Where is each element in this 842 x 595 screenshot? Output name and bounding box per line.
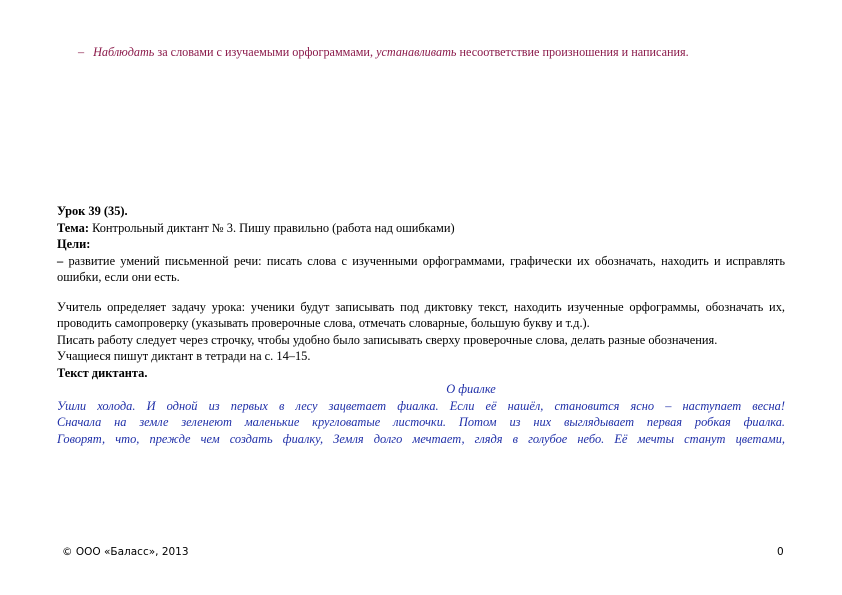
- dictation-line: Ушли холода. И одной из первых в лесу зацветает фиалка. Если её нашёл, становится ясно – наступает весна!: [57, 398, 785, 413]
- objective-text-1: за словами с изучаемыми орфограммами,: [154, 45, 377, 59]
- dictation-heading: Текст диктанта.: [57, 365, 148, 380]
- paragraph-gap: [57, 286, 785, 299]
- paragraph-task: Учитель определяет задачу урока: ученики будут записывать под диктовку текст, находить изученные орфограммы, обозначать их, проводить самопроверку (указывать проверочные слова, отмечать словарные, большую букву и т.д.).: [57, 299, 785, 330]
- dictation-line: Сначала на земле зеленеют маленькие кругловатые листочки. Потом из них выглядывает первая робкая фиалка.: [57, 415, 785, 429]
- goals-label: Цели:: [57, 237, 91, 251]
- list-dash: –: [78, 45, 85, 59]
- dictation-title: О фиалке: [446, 382, 496, 396]
- goal-dash: –: [57, 253, 64, 268]
- theme-label: Тема:: [57, 220, 89, 235]
- page-number: 0: [777, 546, 784, 558]
- dictation-line: Говорят, что, прежде чем создать фиалку, Земля долго мечтает, глядя в голубое небо. Её мечты станут цветами,: [57, 431, 785, 446]
- lesson-block: [57, 203, 785, 447]
- objective-verb-establish: устанавливать: [376, 45, 457, 59]
- objective-text-2: несоответствие произношения и написания.: [456, 45, 689, 59]
- objective-verb-observe: Наблюдать: [93, 45, 155, 59]
- paragraph-workbook: Учащиеся пишут диктант в тетради на с. 14–15.: [57, 349, 311, 363]
- lesson-title: Урок 39 (35).: [57, 204, 128, 218]
- objective-line: [78, 45, 689, 60]
- lesson-theme: [57, 220, 785, 237]
- paragraph-instructions: Писать работу следует через строчку, чтобы удобно было записывать сверху проверочные слова, делать разные обозначения.: [57, 332, 718, 347]
- goal-text: развитие умений письменной речи: писать слова с изученными орфограммами, графически их обозначать, находить и исправлять ошибки, если они есть.: [57, 253, 785, 284]
- copyright-footer: © ООО «Баласс», 2013: [62, 546, 189, 558]
- theme-text: Контрольный диктант № 3. Пишу правильно (работа над ошибками): [88, 220, 455, 235]
- goal-item: [57, 253, 785, 286]
